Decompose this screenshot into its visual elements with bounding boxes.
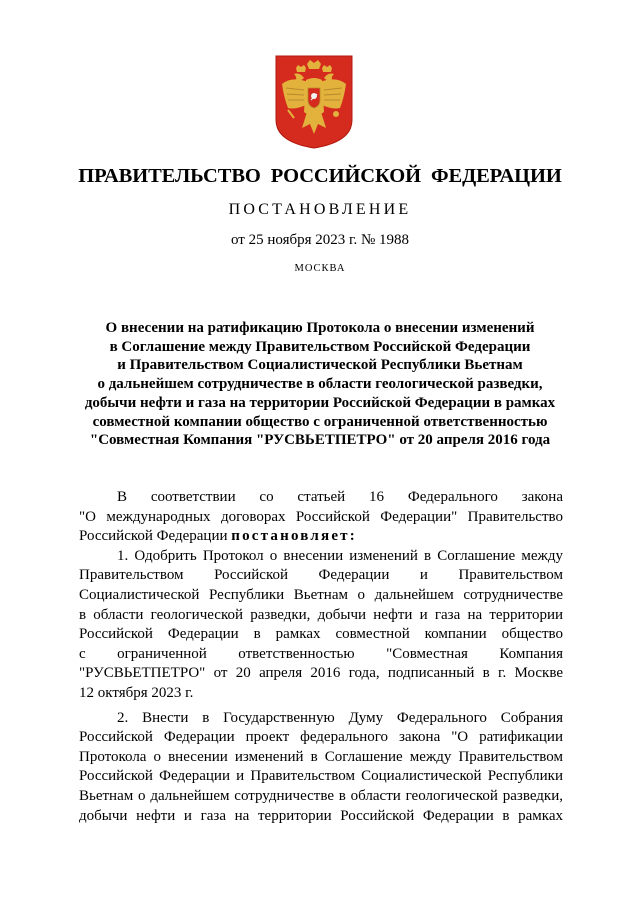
subject-line: в Соглашение между Правительством Российской Федерации xyxy=(109,338,531,355)
body-line: Правительством Российской Федерации и Правительством xyxy=(79,567,563,584)
document-subject xyxy=(60,319,580,450)
body-line: "О международных договорах Российской Федерации" Правительство xyxy=(79,508,563,525)
resolution-keyword: постановляет: xyxy=(231,528,357,545)
government-title: ПРАВИТЕЛЬСТВО РОССИЙСКОЙ ФЕДЕРАЦИИ xyxy=(78,165,562,187)
item-2-paragraph xyxy=(79,709,563,827)
document-type: ПОСТАНОВЛЕНИЕ xyxy=(228,201,412,218)
body-line: Российской Федерации проект федерального закона "О ратификации xyxy=(79,729,563,746)
body-line: Вьетнам о дальнейшем сотрудничестве в области геологической разведки, xyxy=(79,787,563,804)
body-line: Российской Федерации в рамках совместной компании общество xyxy=(79,626,563,643)
subject-line: "Совместная Компания "РУСВЬЕТПЕТРО" от 20 апреля 2016 года xyxy=(89,432,551,449)
body-line: "РУСВЬЕТПЕТРО" от 20 апреля 2016 года, подписанный в г. Москве xyxy=(79,665,563,682)
subject-line: и Правительством Социалистической Республики Вьетнам xyxy=(117,357,523,374)
body-line: в области геологической разведки, добычи нефти и газа на территории xyxy=(79,606,563,623)
body-line: 1. Одобрить Протокол о внесении изменений в Соглашение между xyxy=(117,547,563,564)
subject-line: О внесении на ратификацию Протокола о внесении изменений xyxy=(105,320,535,336)
subject-line: о дальнейшем сотрудничестве в области геологической разведки, xyxy=(97,376,543,393)
body-line: 2. Внести в Государственную Думу Федерального Собрания xyxy=(117,709,563,726)
preamble-prefix: Российской Федерации xyxy=(79,528,232,545)
body-line: Протокола о внесении изменений в Соглашение между Правительством xyxy=(79,748,563,765)
item-1-paragraph xyxy=(79,547,563,704)
body-line: Социалистической Республики Вьетнам о дальнейшем сотрудничестве xyxy=(79,586,563,603)
document-city: МОСКВА xyxy=(294,263,346,274)
body-line: В соответствии со статьей 16 Федерального закона xyxy=(117,489,563,505)
document-body xyxy=(79,488,563,826)
subject-line: добычи нефти и газа на территории Российской Федерации в рамках xyxy=(84,394,556,411)
subject-line: совместной компании общество с ограниченной ответственностью xyxy=(92,413,548,430)
body-line: добычи нефти и газа на территории Российской Федерации в рамках xyxy=(79,807,563,824)
body-line: 12 октября 2023 г. xyxy=(79,684,194,701)
document-date-number: от 25 ноября 2023 г. № 1988 xyxy=(230,232,410,248)
body-line: с ограниченной ответственностью "Совместная Компания xyxy=(79,645,563,662)
body-line xyxy=(79,527,563,547)
russian-coat-of-arms-icon xyxy=(274,54,354,150)
preamble-paragraph xyxy=(79,488,563,547)
body-line: Российской Федерации и Правительством Социалистической Республики xyxy=(79,768,563,785)
